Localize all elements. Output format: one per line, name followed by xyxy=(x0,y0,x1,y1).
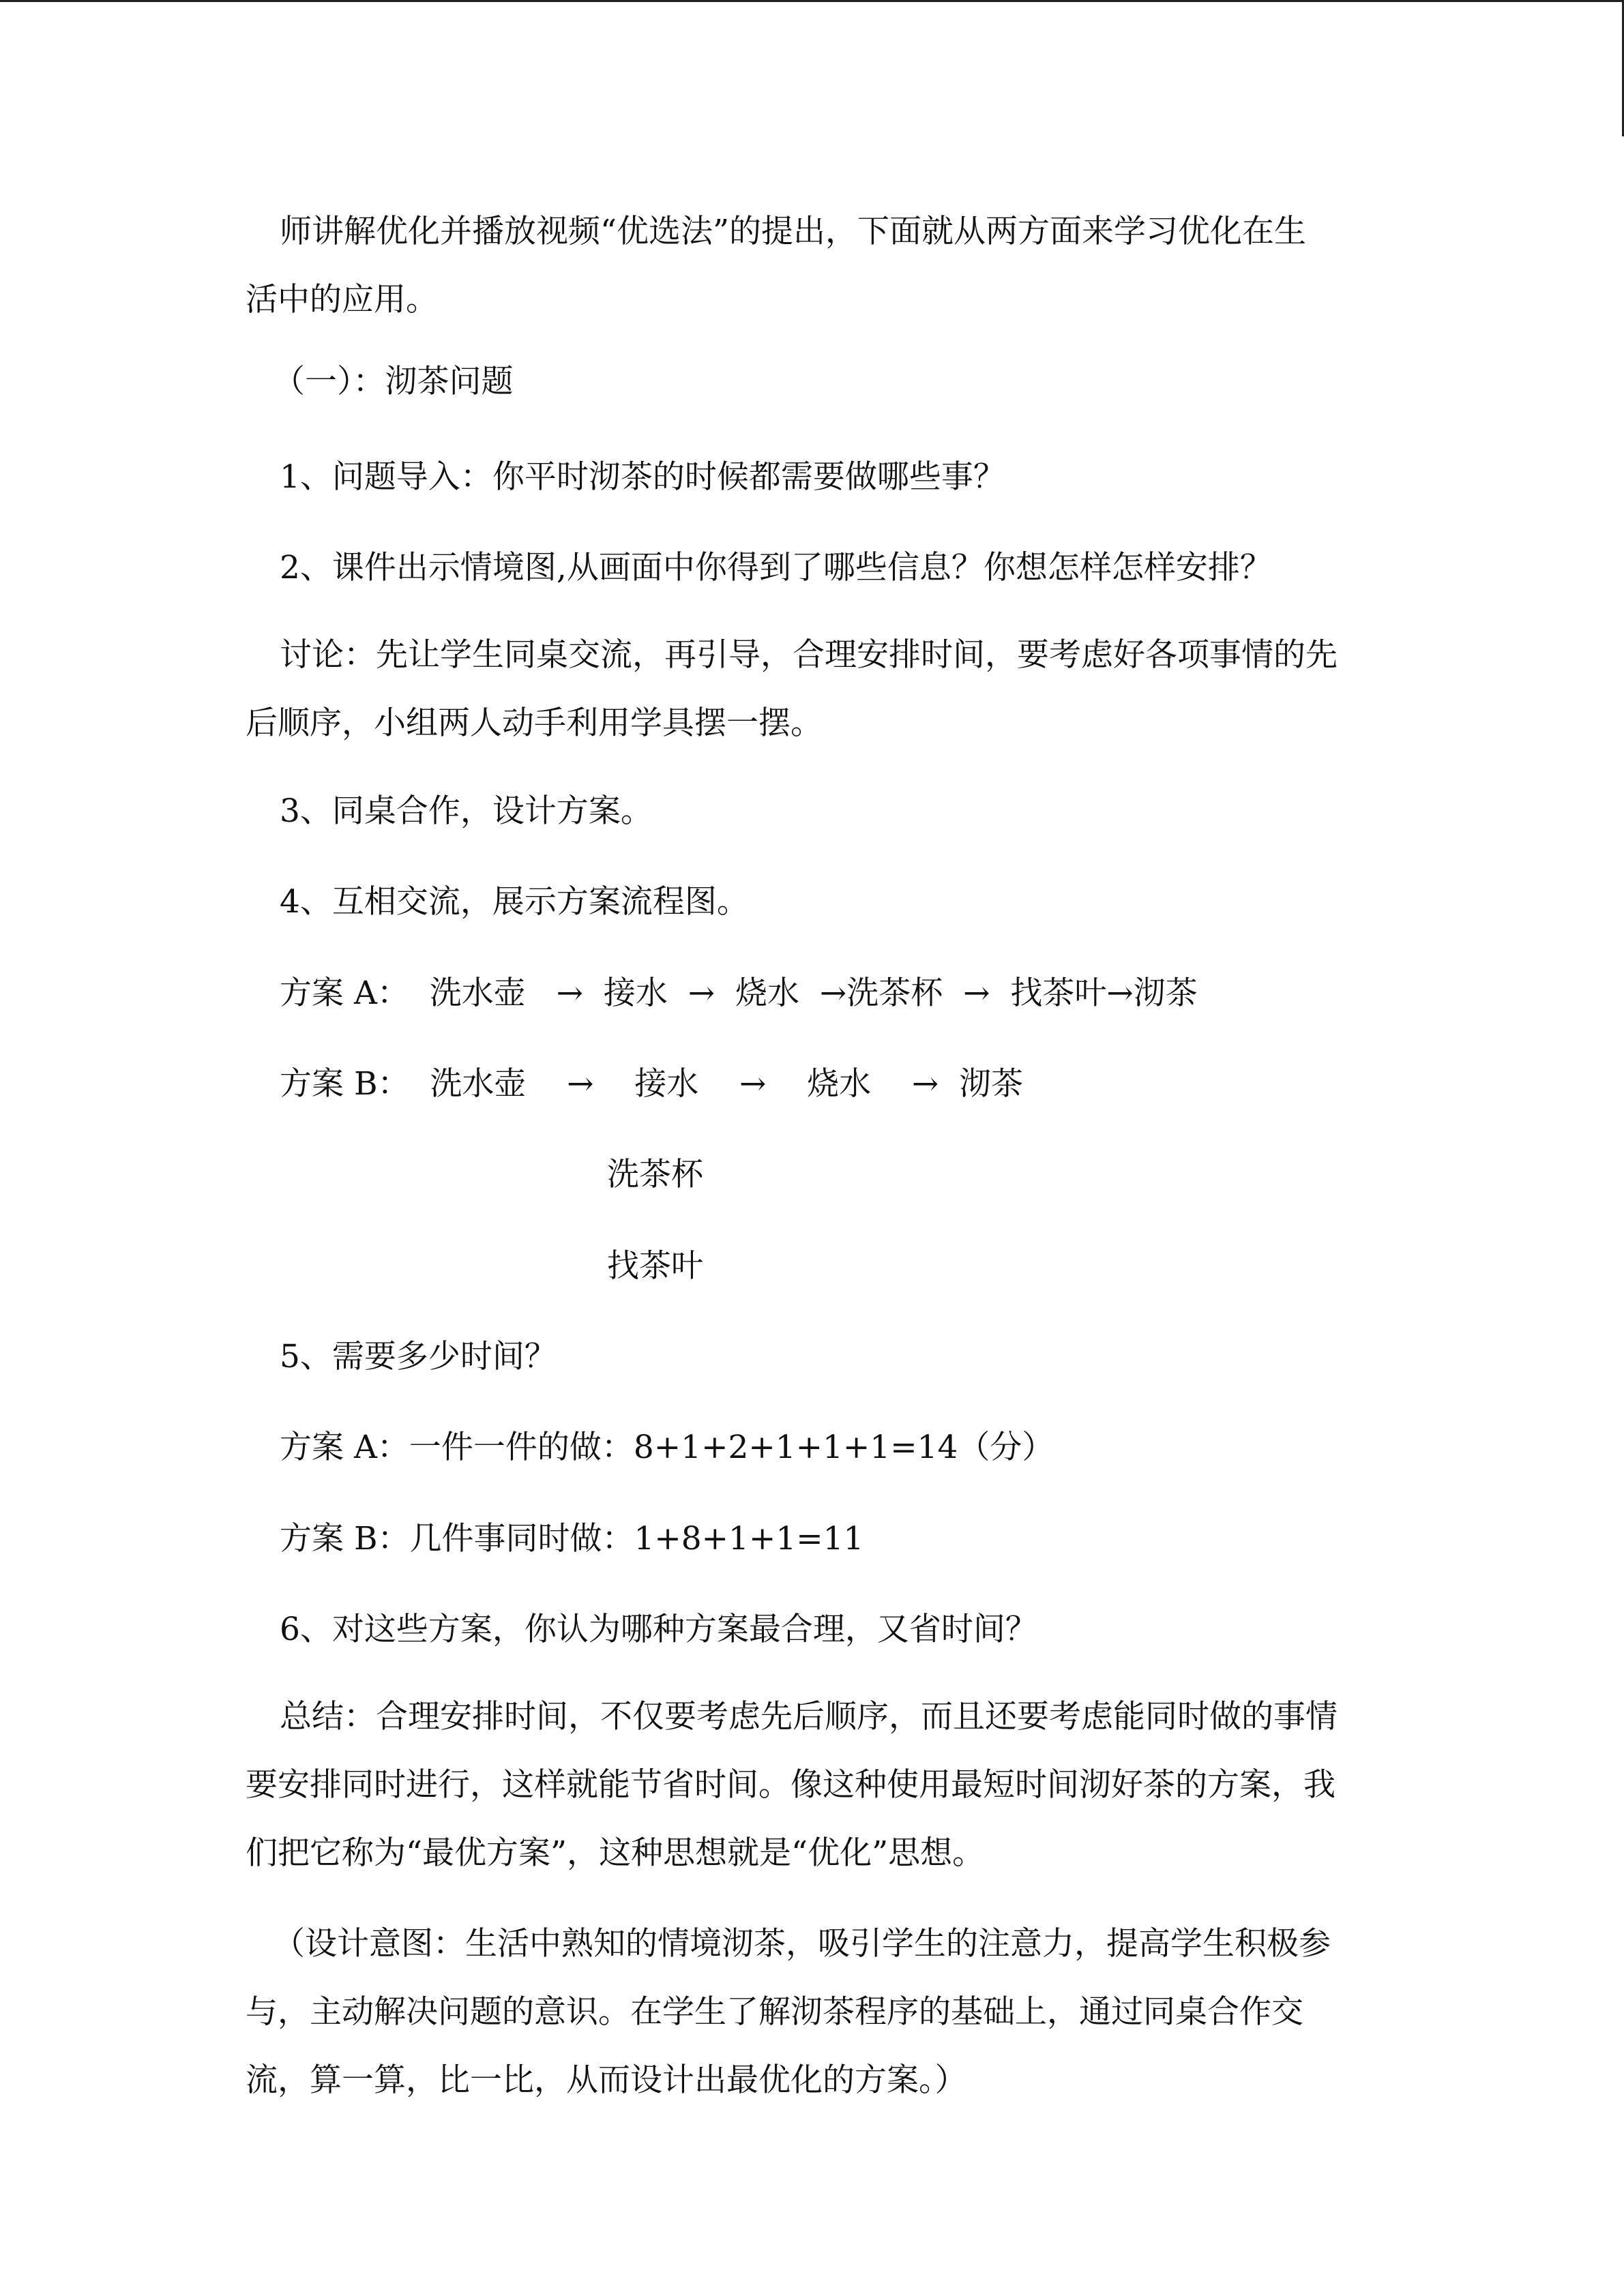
summary-paragraph xyxy=(246,1683,1364,1888)
page-top-border xyxy=(0,0,1624,2)
plan-b-flowchart: 方案 B： 洗水壶 → 接水 → 烧水 → 沏茶 xyxy=(280,1065,1024,1103)
question-6: 6、对这些方案，你认为哪种方案最合理，又省时间？ xyxy=(280,1611,1037,1648)
summary-line-2: 要安排同时进行，这样就能节省时间。像这种使用最短时间沏好茶的方案，我 xyxy=(246,1766,1335,1804)
discussion-paragraph xyxy=(246,621,1364,758)
plan-b-time: 方案 B：几件事同时做：1+8+1+1=11 xyxy=(280,1520,864,1557)
summary-line-1: 总结：合理安排时间，不仅要考虑先后顺序，而且还要考虑能同时做的事情 xyxy=(280,1698,1338,1735)
design-intent-line-1: （设计意图：生活中熟知的情境沏茶，吸引学生的注意力，提高学生积极参 xyxy=(273,1925,1331,1963)
question-3: 3、同桌合作，设计方案。 xyxy=(280,792,653,830)
design-intent-line-2: 与，主动解决问题的意识。在学生了解沏茶程序的基础上，通过同桌合作交 xyxy=(246,1993,1303,2031)
plan-a-flowchart: 方案 A： 洗水壶 → 接水 → 烧水 →洗茶杯 → 找茶叶→沏茶 xyxy=(280,974,1198,1012)
question-1: 1、问题导入：你平时沏茶的时候都需要做哪些事？ xyxy=(280,458,1005,496)
plan-a-time: 方案 A：一件一件的做：8+1+2+1+1+1=14（分） xyxy=(280,1429,1054,1466)
plan-b-parallel-task-1: 洗茶杯 xyxy=(607,1156,703,1193)
design-intent-line-3: 流，算一算，比一比，从而设计出最优化的方案。） xyxy=(246,2061,967,2099)
plan-b-parallel-task-2: 找茶叶 xyxy=(607,1247,703,1285)
section-title: （一）：沏茶问题 xyxy=(273,363,514,400)
intro-line-2: 活中的应用。 xyxy=(246,281,438,318)
discussion-line-1: 讨论：先让学生同桌交流，再引导，合理安排时间，要考虑好各项事情的先 xyxy=(280,636,1338,674)
intro-line-1: 师讲解优化并播放视频“优选法”的提出，下面就从两方面来学习优化在生 xyxy=(280,213,1307,250)
question-2: 2、课件出示情境图,从画面中你得到了哪些信息？你想怎样怎样安排？ xyxy=(280,549,1272,586)
question-5: 5、需要多少时间？ xyxy=(280,1338,557,1375)
design-intent-paragraph xyxy=(246,1910,1364,2115)
discussion-line-2: 后顺序，小组两人动手利用学具摆一摆。 xyxy=(246,704,823,742)
intro-paragraph xyxy=(246,198,1364,334)
summary-line-3: 们把它称为“最优方案”，这种思想就是“优化”思想。 xyxy=(246,1834,985,1872)
question-4: 4、互相交流，展示方案流程图。 xyxy=(280,883,749,921)
